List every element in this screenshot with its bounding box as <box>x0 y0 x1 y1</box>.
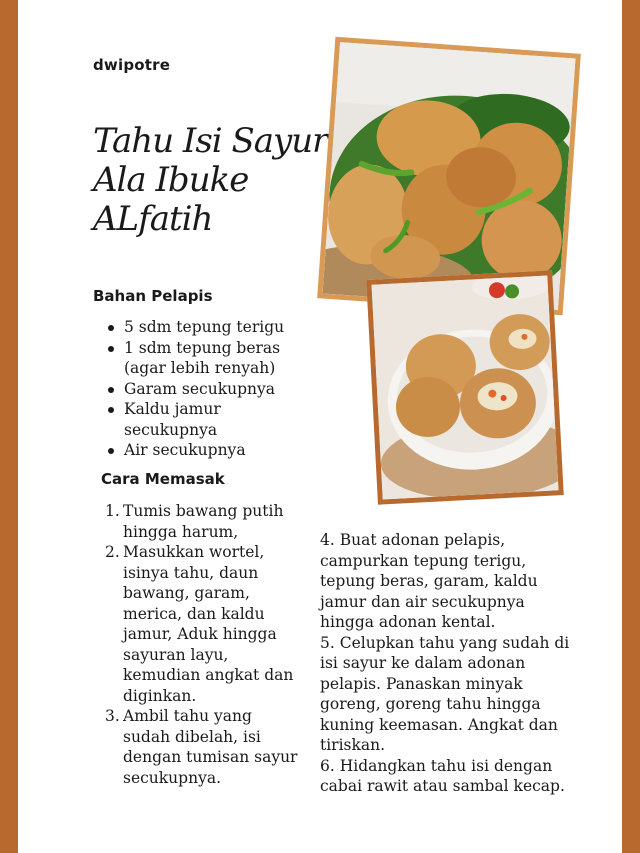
step-paragraph: 5. Celupkan tahu yang sudah di isi sayur ke dalam adonan pelapis. Panaskan minyak goreng, goreng tahu hingga kuning keemasan. Angkat dan tiriskan. <box>320 633 570 754</box>
step-item <box>103 706 303 788</box>
list-item: 1 sdm tepung beras (agar lebih renyah) <box>107 338 307 379</box>
step-number: 1. <box>105 502 120 520</box>
cara-steps-right <box>320 530 570 797</box>
step-item <box>103 542 303 706</box>
step-text: Tumis bawang putih hingga harum, <box>123 502 284 541</box>
title-line: ALfatih <box>93 199 213 239</box>
recipe-page <box>18 0 622 853</box>
tofu-bowl-photo <box>366 270 564 504</box>
cara-steps-left <box>103 501 303 788</box>
recipe-title <box>93 122 333 239</box>
brand-name: dwipotre <box>93 56 171 74</box>
title-line: Ala Ibuke <box>93 160 249 200</box>
step-paragraph: 4. Buat adonan pelapis, campurkan tepung terigu, tepung beras, garam, kaldu jamur dan air secukupnya hingga adonan kental. <box>320 531 538 631</box>
list-item: Kaldu jamur secukupnya <box>107 399 307 440</box>
bahan-heading: Bahan Pelapis <box>93 287 213 305</box>
list-item: 5 sdm tepung terigu <box>107 317 307 338</box>
step-number: 3. <box>105 707 120 725</box>
step-item <box>103 501 303 542</box>
step-text: Ambil tahu yang sudah dibelah, isi dengan tumisan sayur secukupnya. <box>123 707 298 787</box>
list-item: Garam secukupnya <box>107 379 307 400</box>
cara-heading: Cara Memasak <box>101 470 225 488</box>
title-line: Tahu Isi Sayur <box>93 121 328 161</box>
list-item: Air secukupnya <box>107 440 307 461</box>
step-number: 2. <box>105 543 120 561</box>
step-paragraph: 6. Hidangkan tahu isi dengan cabai rawit atau sambal kecap. <box>320 756 565 795</box>
step-text: Masukkan wortel, isinya tahu, daun bawang, garam, merica, dan kaldu jamur, Aduk hingga sayuran layu, kemudian angkat dan diginkan. <box>123 543 294 705</box>
bahan-list <box>107 317 307 461</box>
